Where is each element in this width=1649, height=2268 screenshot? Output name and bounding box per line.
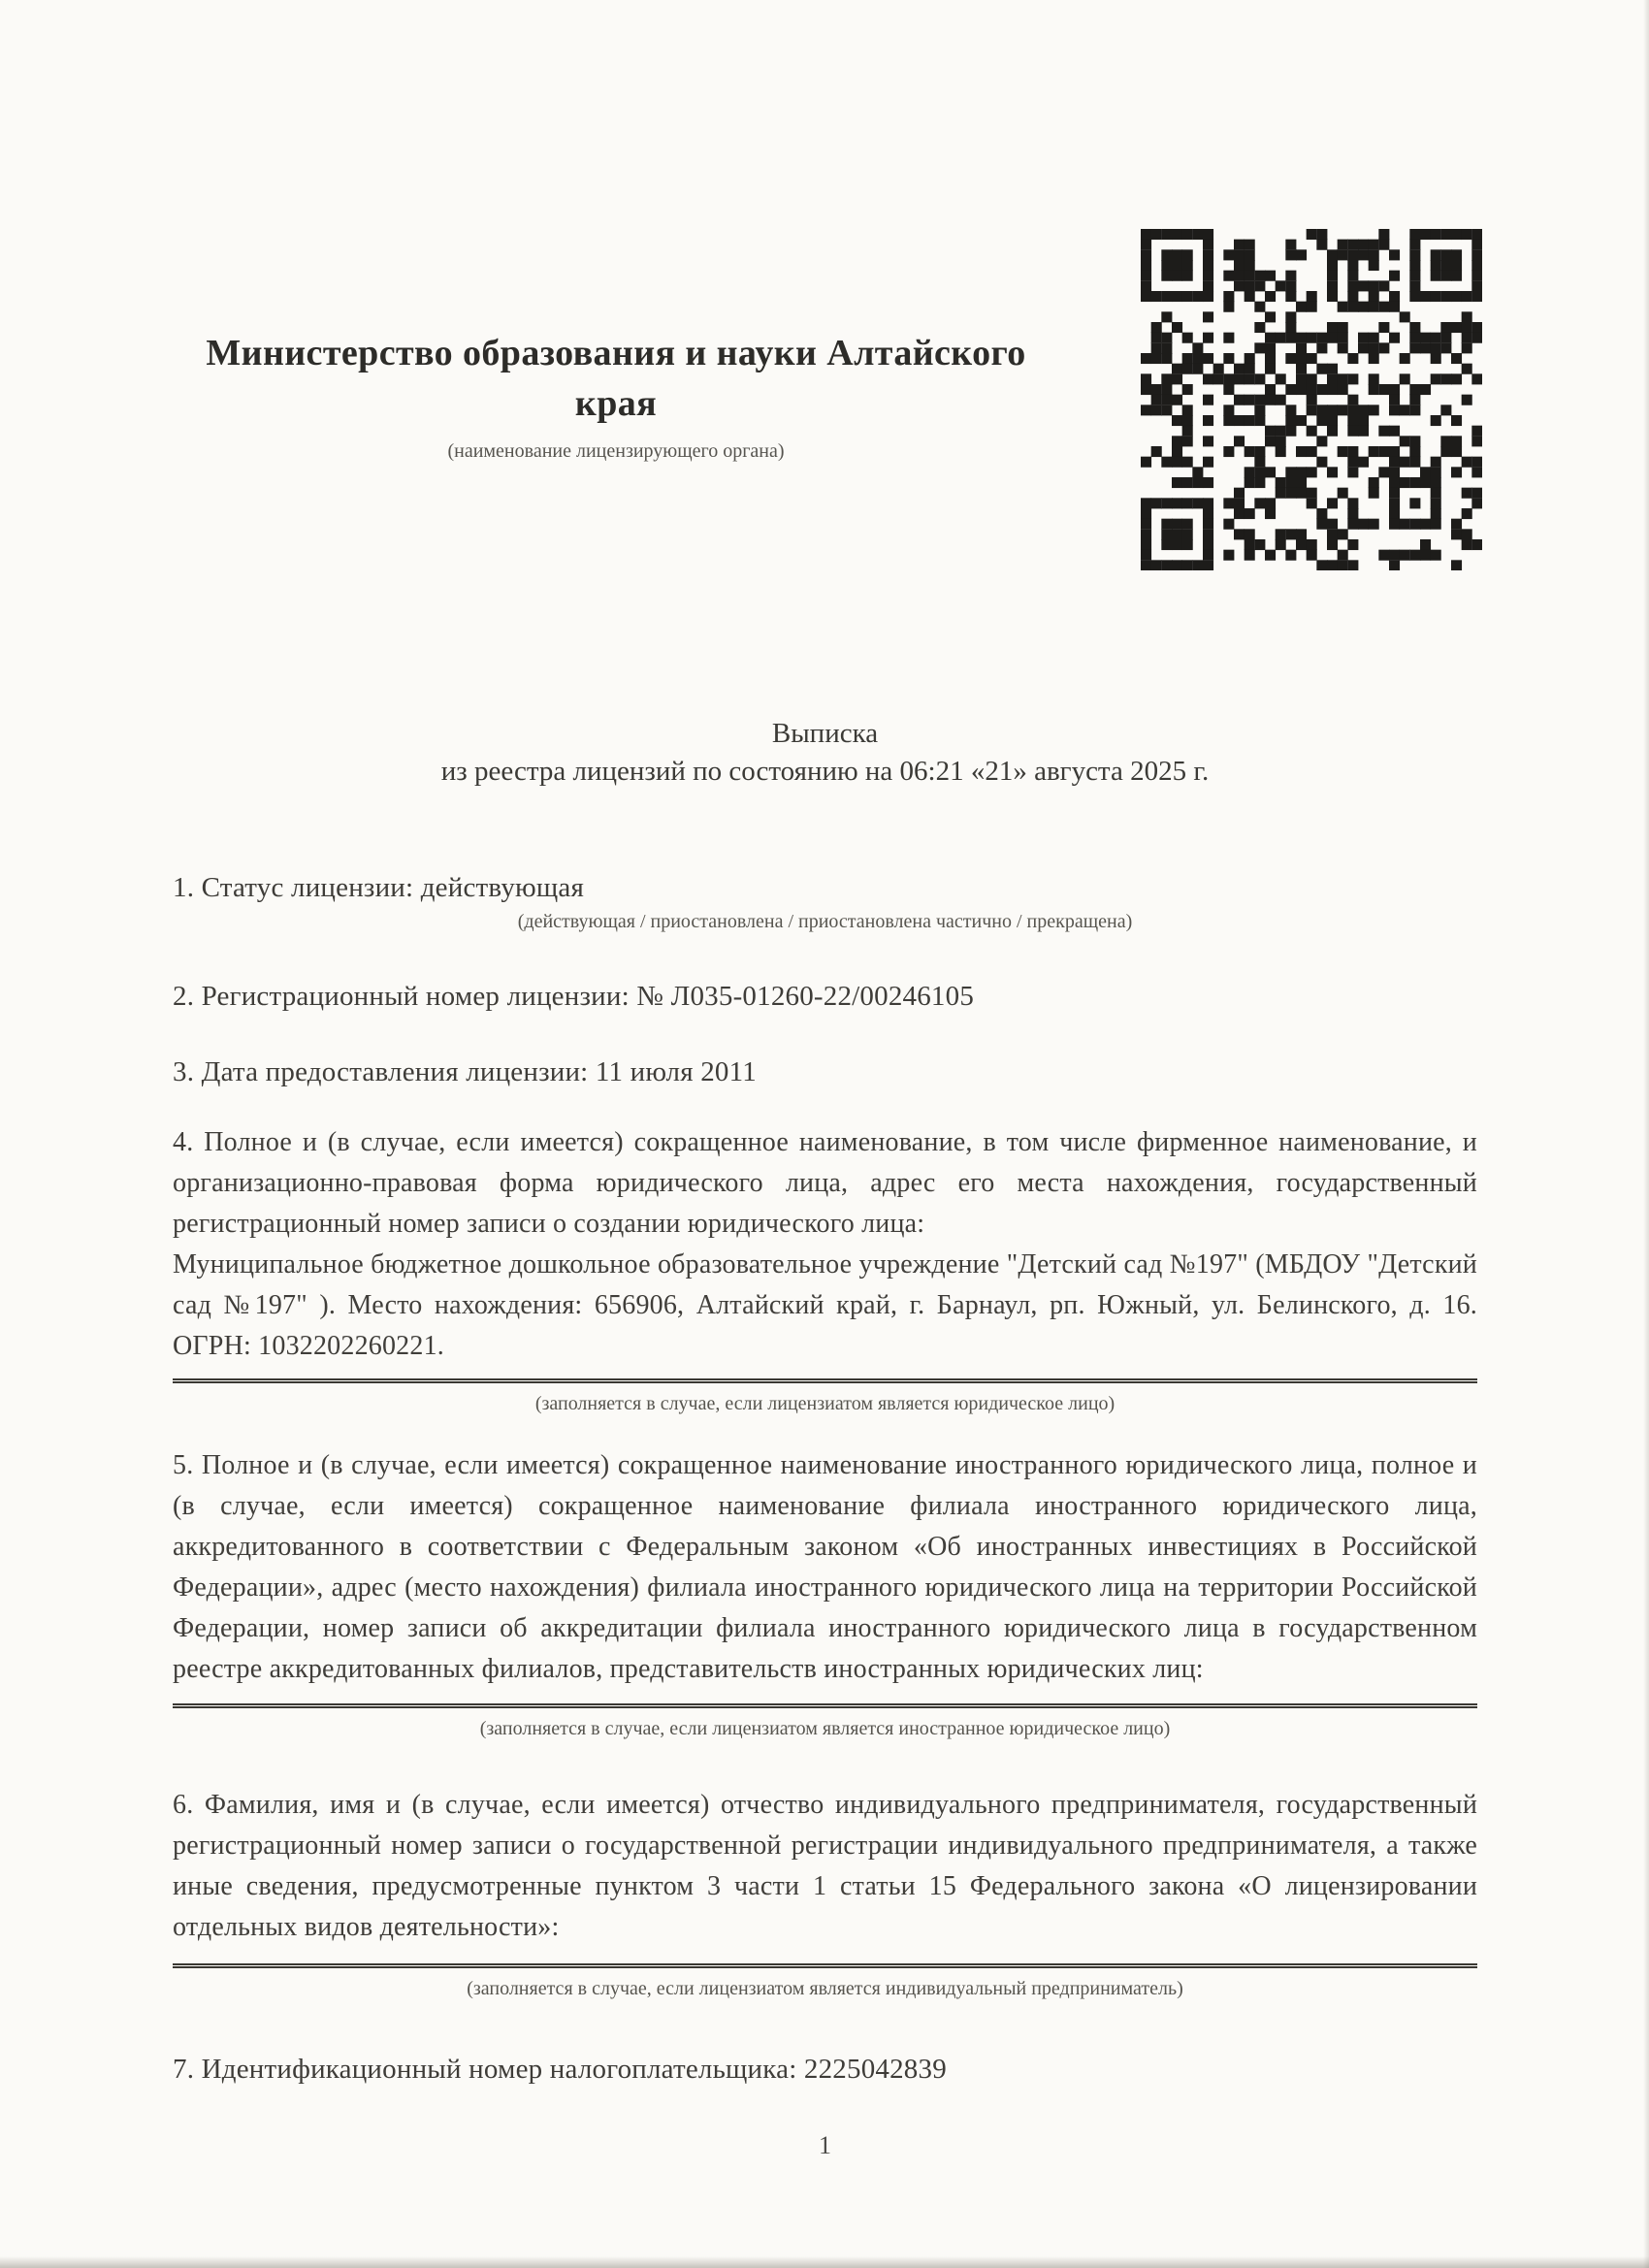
item-individual-caption: (заполняется в случае, если лицензиатом является индивидуальный предприниматель) xyxy=(467,1978,1183,1999)
document-title xyxy=(173,715,1477,791)
fill-in-line xyxy=(173,1703,1477,1708)
document-body xyxy=(173,0,1477,2160)
item-legal-entity-caption: (заполняется в случае, если лицензиатом является юридическое лицо) xyxy=(534,1393,1116,1414)
ministry-caption: (наименование лицензирующего органа) xyxy=(447,440,785,462)
item-taxpayer-id: 7. Идентификационный номер налогоплательщика: 2225042839 xyxy=(173,2054,947,2085)
item-registration-number: 2. Регистрационный номер лицензии: № Л035-01260-22/00246105 xyxy=(173,981,975,1012)
item-foreign-entity-paragraph: 5. Полное и (в случае, если имеется) сокращенное наименование иностранного юридического лица, полное и (в случае, если имеется) сокращенное наименование филиала иностранного юридического лица, аккредитованного в соответствии с Федеральным законом «Об иностранных инвестициях в Российской Федерации», адрес (место нахождения) филиала иностранного юридического лица на территории Российской Федерации, номер записи об аккредитации филиала иностранного юридического лица в государственном реестре аккредитованных филиалов, представительств иностранных юридических лиц: xyxy=(173,1450,1477,1684)
page-number: 1 xyxy=(819,2131,831,2159)
item-individual-paragraph: 6. Фамилия, имя и (в случае, если имеется) отчество индивидуального предпринимателя, государственный регистрационный номер записи о государственной регистрации индивидуального предпринимателя, а также иные сведения, предусмотренные пунктом 3 части 1 статьи 15 Федерального закона «О лицензировании отдельных видов деятельности»: xyxy=(173,1790,1477,1942)
fill-in-line xyxy=(173,1963,1477,1968)
item-legal-entity-paragraph: 4. Полное и (в случае, если имеется) сокращенное наименование, в том числе фирменное наименование, и организационно-правовая форма юридического лица, адрес его места нахождения, государственный регистрационный номер записи о создании юридического лица: xyxy=(173,1127,1477,1239)
item-license-status-caption: (действующая / приостановлена / приостановлена частично / прекращена) xyxy=(517,911,1133,932)
ministry-title-line1: Министерство образования и науки Алтайского xyxy=(206,333,1026,373)
document-title-line2: из реестра лицензий по состоянию на 06:21 «21» августа 2025 г. xyxy=(440,756,1210,787)
item-license-status: 1. Статус лицензии: действующая xyxy=(173,872,585,903)
item-legal-entity-value: Муниципальное бюджетное дошкольное образовательное учреждение "Детский сад №197" (МБДОУ "Детский сад №197" ). Место нахождения: 656906, Алтайский край, г. Барнаул, рп. Южный, ул. Белинского, д. 16. ОГРН: 1032202260221. xyxy=(173,1245,1477,1383)
document-title-line1: Выписка xyxy=(771,718,879,749)
ministry-title-line2: края xyxy=(574,383,658,424)
item-foreign-entity-caption: (заполняется в случае, если лицензиатом является иностранное юридическое лицо) xyxy=(479,1718,1171,1739)
item-grant-date: 3. Дата предоставления лицензии: 11 июля 2011 xyxy=(173,1056,757,1087)
